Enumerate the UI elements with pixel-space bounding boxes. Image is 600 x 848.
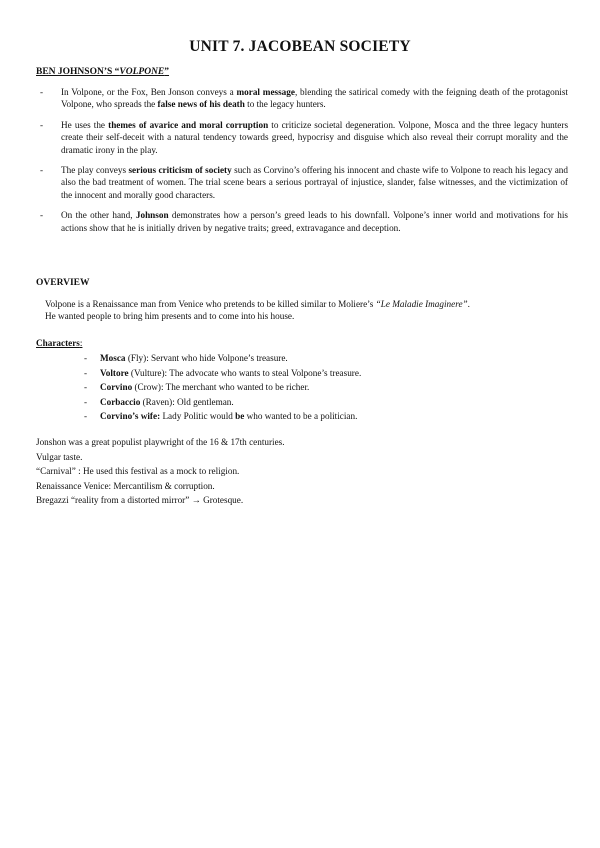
page-title: UNIT 7. JACOBEAN SOCIETY: [189, 38, 411, 55]
character-text: Corvino’s wife: Lady Politic would be who wanted to be a politician.: [100, 411, 358, 422]
note-line: Bregazzi “reality from a distorted mirror” → Grotesque.: [36, 495, 244, 506]
character-text: Mosca (Fly): Servant who hide Volpone’s treasure.: [100, 353, 288, 363]
characters-heading: [36, 338, 82, 348]
section-heading-volpone: [36, 67, 169, 77]
character-text: Corvino (Crow): The merchant who wanted to be richer.: [100, 382, 310, 393]
bullet-dash: -: [40, 119, 44, 130]
overview-quote: “Le Maladie Imaginere”: [375, 299, 468, 309]
bullet-dash: -: [40, 210, 44, 221]
overview-paragraph: [36, 298, 568, 323]
character-item: [84, 351, 564, 366]
heading-suffix: ”: [164, 67, 170, 77]
note-line: Vulgar taste.: [36, 451, 83, 462]
character-dash: -: [84, 382, 88, 393]
bullet-text: The play conveys serious criticism of society such as Corvino’s offering his innocent and chaste wife to Volpone to reach his legacy and also the bad treatment of women. The trial scene bears a serious portrayal of injustice, slander, false witnesses, and the victimization of the innocent and morally good characters.: [61, 165, 568, 200]
character-dash: -: [84, 411, 88, 422]
character-item: [84, 366, 564, 381]
overview-line-2: He wanted people to bring him presents and to come into his house.: [45, 311, 295, 322]
character-text: Voltore (Vulture): The advocate who wants to steal Volpone’s treasure.: [100, 367, 362, 378]
characters-heading-colon: :: [79, 338, 83, 348]
character-item: [84, 380, 564, 395]
overview-line-1-text: Volpone is a Renaissance man from Venice who pretends to be killed similar to Moliere’s: [45, 299, 376, 309]
character-item: [84, 395, 564, 410]
notes-block: [36, 435, 568, 508]
overview-heading: OVERVIEW: [36, 278, 90, 288]
bullet-item: [40, 119, 568, 156]
volpone-bullet-list: [40, 86, 568, 242]
character-item: [84, 409, 564, 424]
characters-heading-text: Characters: [36, 338, 80, 348]
character-dash: -: [84, 353, 88, 363]
bullet-item: [40, 164, 568, 201]
characters-list: [84, 351, 564, 424]
bullet-text: He uses the themes of avarice and moral corruption to criticize societal degeneration. Volpone, Mosca and the three legacy hunters create their self-deceit with a natural tendency towards greed, hypocrisy and disguise which also reveal their corrupt morality and the dramatic irony in the play.: [61, 119, 569, 155]
heading-italic-title: VOLPONE: [119, 67, 165, 77]
bullet-dash: -: [40, 87, 44, 97]
bullet-text: On the other hand, Johnson demonstrates how a person’s greed leads to his downfall. Volpone’s inner world and motivations for his actions show that he is initially driven by negative traits; greed, extravagance and deception.: [61, 210, 568, 233]
heading-prefix: BEN JOHNSON’S “: [36, 67, 120, 77]
character-dash: -: [84, 396, 88, 407]
bullet-item: [40, 86, 568, 111]
bullet-dash: -: [40, 165, 44, 176]
note-line: Renaissance Venice: Mercantilism & corruption.: [36, 480, 215, 491]
note-line: “Carnival” : He used this festival as a mock to religion.: [36, 466, 240, 477]
overview-line-1-end: .: [467, 299, 470, 309]
overview-line-1: [36, 298, 568, 310]
note-line: Jonshon was a great populist playwright of the 16 & 17th centuries.: [36, 437, 285, 447]
bullet-text: In Volpone, or the Fox, Ben Jonson conveys a moral message, blending the satirical comedy with the feigning death of the protagonist Volpone, who spreads the false news of his death to the legacy hunters.: [61, 87, 568, 110]
character-dash: -: [84, 367, 88, 378]
bullet-item: [40, 209, 568, 234]
character-text: Corbaccio (Raven): Old gentleman.: [100, 396, 234, 407]
